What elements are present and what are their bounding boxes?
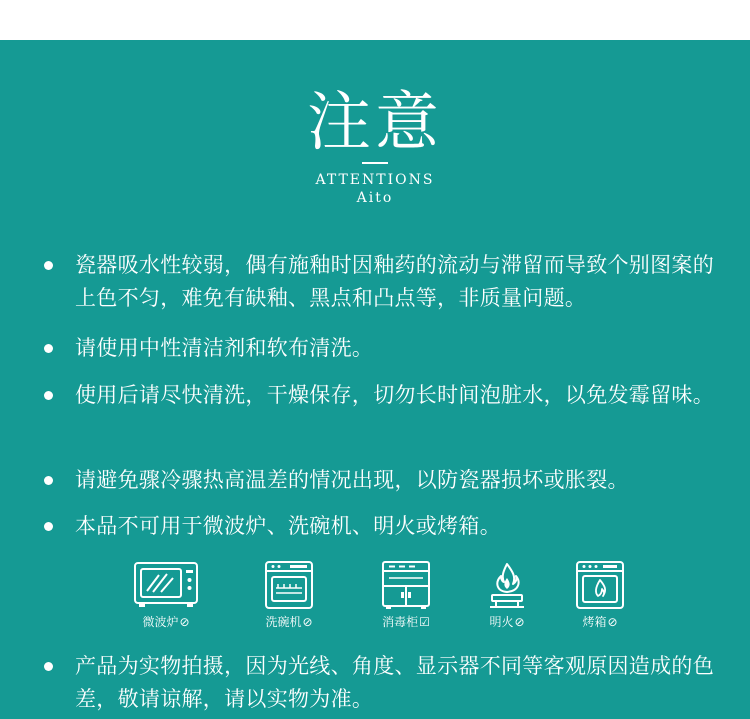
appliance-microwave bbox=[111, 560, 221, 630]
list-item-text: 请避免骤冷骤热高温差的情况出现，以防瓷器损坏或胀裂。 bbox=[75, 468, 629, 492]
appliance-icons bbox=[0, 560, 750, 635]
list-item-text: 瓷器吸水性较弱，偶有施釉时因釉药的流动与滞留而导致个别图案的上色不匀，难免有缺釉、黑点和凸点等，非质量问题。 bbox=[75, 253, 714, 310]
appliance-dishwasher bbox=[234, 560, 344, 630]
prohibited-icon: ⊘ bbox=[302, 615, 313, 629]
dishwasher-icon bbox=[264, 560, 314, 610]
list-item bbox=[44, 510, 724, 543]
list-item bbox=[44, 650, 724, 716]
page-title: 注意 bbox=[307, 86, 443, 160]
bullet-dot-icon bbox=[44, 261, 53, 270]
page-subtitle: ATTENTIONS bbox=[315, 172, 435, 188]
list-item-text: 使用后请尽快清洗，干燥保存，切勿长时间泡脏水，以免发霉留味。 bbox=[75, 383, 714, 407]
bullet-dot-icon bbox=[44, 476, 53, 485]
appliance-oven bbox=[545, 560, 655, 630]
bullet-dot-icon bbox=[44, 662, 53, 671]
appliance-sterilizer-cabinet bbox=[351, 560, 461, 630]
list-item-text: 请使用中性清洁剂和软布清洗。 bbox=[75, 336, 374, 360]
appliance-label: 烤箱 bbox=[582, 615, 607, 629]
appliance-label: 洗碗机 bbox=[265, 615, 302, 629]
list-item bbox=[44, 379, 724, 412]
allowed-check-icon: ☑ bbox=[419, 615, 430, 629]
appliance-label: 消毒柜 bbox=[382, 615, 419, 629]
appliance-label: 明火 bbox=[489, 615, 514, 629]
prohibited-icon: ⊘ bbox=[179, 615, 190, 629]
microwave-icon bbox=[133, 560, 199, 610]
attentions-panel bbox=[0, 40, 750, 719]
bullet-dot-icon bbox=[44, 522, 53, 531]
appliance-label: 微波炉 bbox=[142, 615, 179, 629]
list-item bbox=[44, 464, 724, 497]
brand-name: Aito bbox=[356, 190, 394, 206]
prohibited-icon: ⊘ bbox=[514, 615, 525, 629]
oven-icon bbox=[575, 560, 625, 610]
bullet-dot-icon bbox=[44, 344, 53, 353]
list-item-text: 本品不可用于微波炉、洗碗机、明火或烤箱。 bbox=[75, 514, 501, 538]
bullet-dot-icon bbox=[44, 391, 53, 400]
list-item bbox=[44, 332, 724, 365]
open-flame-icon bbox=[482, 560, 532, 610]
list-item-text: 产品为实物拍摄，因为光线、角度、显示器不同等客观原因造成的色差，敬请谅解，请以实物为准。 bbox=[75, 654, 714, 711]
title-underline bbox=[362, 162, 388, 164]
list-item bbox=[44, 249, 724, 315]
sterilizer-cabinet-icon bbox=[381, 560, 431, 610]
prohibited-icon: ⊘ bbox=[607, 615, 618, 629]
